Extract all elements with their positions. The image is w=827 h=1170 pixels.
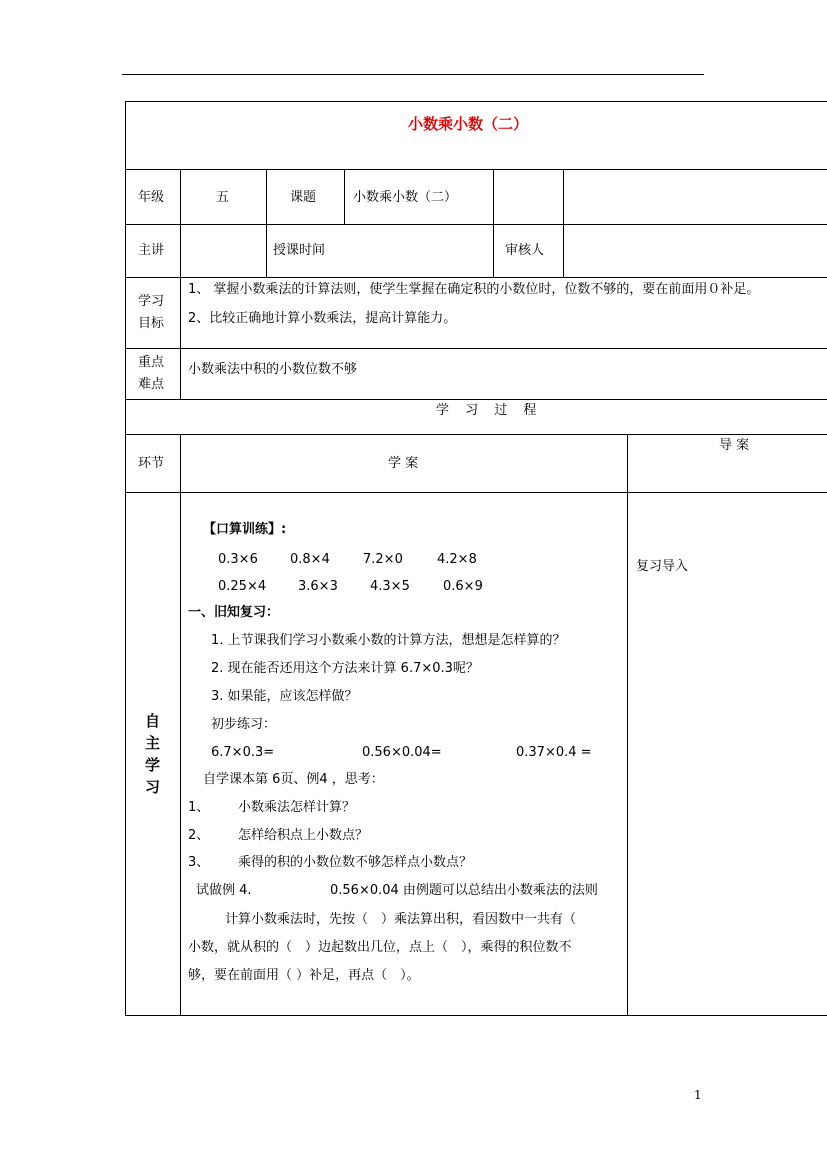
review-question-3: 3. 如果能，应该怎样做？ xyxy=(211,689,358,704)
rule-line-1: 计算小数乘法时，先按（ ）乘法算出积，看因数中一共有（ xyxy=(225,912,577,927)
rule-line-2: 小数，就从积的（ ）边起数出几位，点上（ ），乘得的积位数不 xyxy=(188,940,572,955)
objective-item-2: 2、比较正确地计算小数乘法，提高计算能力。 xyxy=(188,311,457,326)
oral-item: 0.8×4 xyxy=(290,552,330,567)
oral-item: 0.6×9 xyxy=(443,579,483,594)
objective-item-1: 1、 掌握小数乘法的计算法则，使学生掌握在确定积的小数位时，位数不够的，要在前面用０补足。 xyxy=(188,282,760,297)
stage-name: 自 主 学 习 xyxy=(145,712,161,796)
try-example-label: 试做例 4. xyxy=(196,883,252,898)
practice-item: 0.56×0.04= xyxy=(362,745,442,760)
think-question: 小数乘法怎样计算？ xyxy=(238,800,356,815)
think-question: 怎样给积点上小数点？ xyxy=(238,828,369,843)
guide-text: 复习导入 xyxy=(636,559,689,574)
oral-item: 3.6×3 xyxy=(298,579,338,594)
oral-item: 0.3×6 xyxy=(218,552,258,567)
oral-item: 0.25×4 xyxy=(218,579,267,594)
page-title: 小数乘小数（二） xyxy=(408,115,529,133)
guide-column-header: 导 案 xyxy=(719,438,750,453)
think-number: 2、 xyxy=(188,828,210,843)
think-number: 3、 xyxy=(188,855,210,870)
stage-column-header: 环节 xyxy=(138,456,165,471)
key-points-text: 小数乘法中积的小数位数不够 xyxy=(188,362,358,377)
key-points-label-line-1: 重点 xyxy=(138,355,165,370)
oral-training-title: 【口算训练】: xyxy=(203,522,287,537)
practice-title: 初步练习： xyxy=(211,717,277,732)
reviewer-label: 审核人 xyxy=(505,243,545,258)
self-study-instruction: 自学课本第 6页、例4 ，思考： xyxy=(203,772,384,787)
practice-item: 0.37×0.4 = xyxy=(516,745,592,760)
think-number: 1、 xyxy=(188,800,210,815)
practice-item: 6.7×0.3= xyxy=(211,745,275,760)
header-rule xyxy=(122,74,704,75)
objectives-label-line-2: 目标 xyxy=(138,316,165,331)
plan-column-header: 学 案 xyxy=(388,456,419,471)
lecturer-label: 主讲 xyxy=(138,243,165,258)
key-points-label-line-2: 难点 xyxy=(138,377,165,392)
review-question-2: 2. 现在能否还用这个方法来计算 6.7×0.3呢？ xyxy=(211,661,479,676)
topic-label: 课题 xyxy=(290,190,317,205)
review-title: 一、旧知复习： xyxy=(188,605,280,620)
grade-value: 五 xyxy=(216,190,230,205)
process-header: 学 习 过 程 xyxy=(436,403,543,418)
oral-item: 4.3×5 xyxy=(370,579,410,594)
grade-label: 年级 xyxy=(138,190,165,205)
objectives-label-line-1: 学习 xyxy=(138,294,165,309)
topic-value: 小数乘小数（二） xyxy=(353,190,458,205)
think-question: 乘得的积的小数位数不够怎样点小数点？ xyxy=(238,855,473,870)
review-question-1: 1. 上节课我们学习小数乘小数的计算方法，想想是怎样算的？ xyxy=(211,633,566,648)
page-number: 1 xyxy=(694,1088,702,1102)
oral-item: 4.2×8 xyxy=(437,552,477,567)
oral-item: 7.2×0 xyxy=(363,552,403,567)
class-time-label: 授课时间 xyxy=(273,243,326,258)
try-example-text: 0.56×0.04 由例题可以总结出小数乘法的法则 xyxy=(330,883,598,898)
rule-line-3: 够，要在前面用（ ）补足，再点（ ）。 xyxy=(188,968,420,983)
